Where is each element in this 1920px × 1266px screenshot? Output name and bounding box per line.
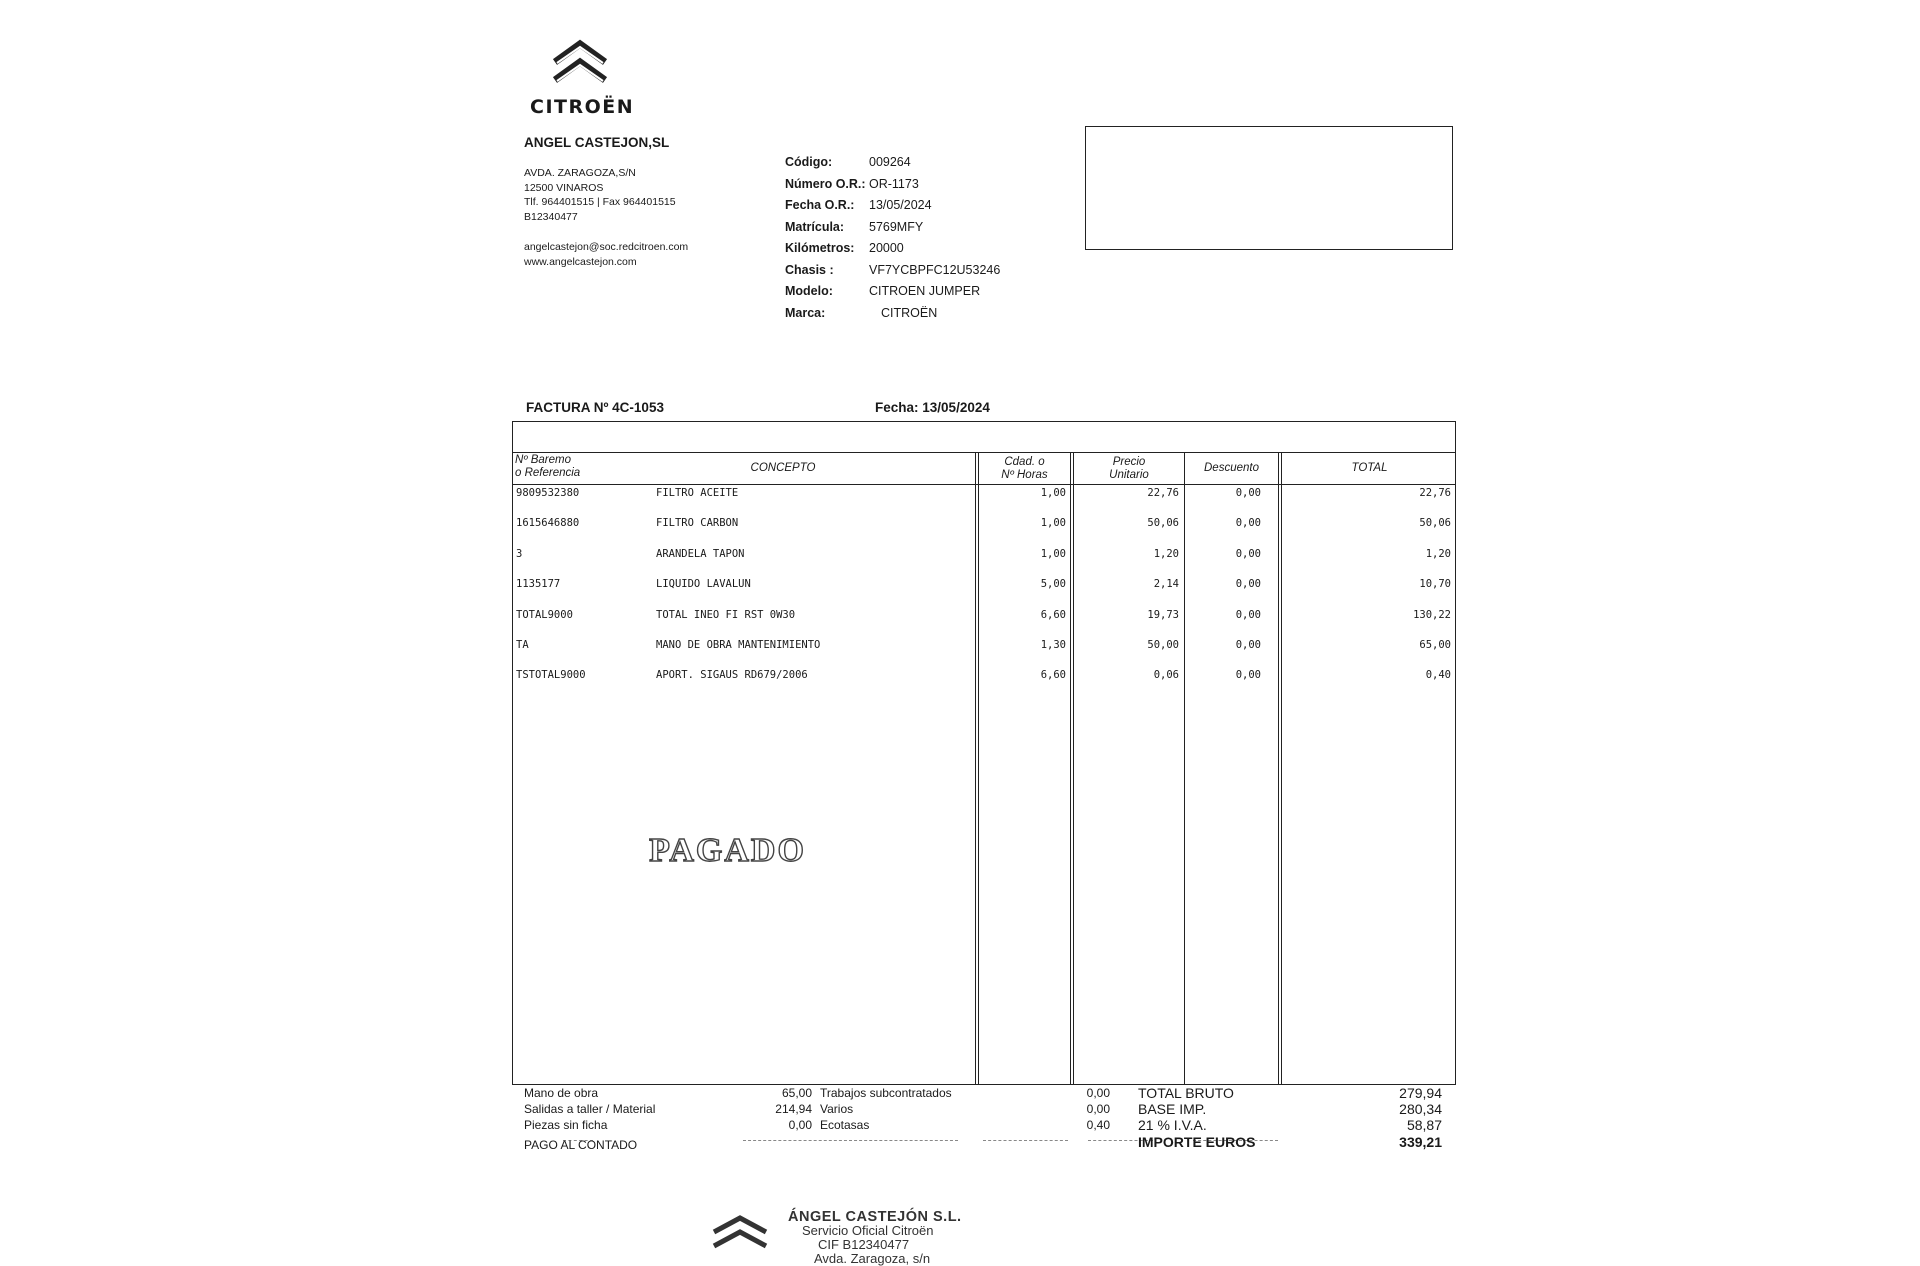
info-label: Número O.R.: (785, 176, 866, 191)
base-imp-label: BASE IMP. (1138, 1101, 1207, 1117)
cell-discount: 0,00 (1235, 547, 1261, 560)
paid-stamp-text: PAGADO (649, 832, 806, 869)
info-row (785, 152, 1000, 174)
cell-concepto: TOTAL INEO FI RST 0W30 (656, 608, 796, 621)
invoice-date-value: 13/05/2024 (922, 400, 990, 415)
importe-label: IMPORTE EUROS (1138, 1134, 1256, 1150)
summary-value: 0,00 (788, 1118, 812, 1132)
cell-ref: TSTOTAL9000 (516, 669, 586, 682)
cell-qty: 6,60 (1040, 608, 1066, 621)
table-row (513, 487, 1457, 505)
cell-ref: 1135177 (516, 578, 561, 591)
invoice-date (875, 400, 990, 415)
iva-label: 21 % I.V.A. (1138, 1117, 1207, 1133)
info-value: VF7YCBPFC12U53246 (869, 262, 1001, 277)
column-divider (975, 452, 976, 1084)
summary-value: 214,94 (775, 1102, 812, 1116)
header-ref-line: Nº Baremo (515, 454, 571, 466)
column-divider (1070, 452, 1071, 1084)
cell-discount: 0,00 (1235, 578, 1261, 591)
info-row (785, 260, 1000, 282)
header-concepto: CONCEPTO (750, 462, 816, 474)
summary-value: 0,00 (1086, 1102, 1110, 1116)
invoice-title: FACTURA Nº 4C-1053 (526, 400, 664, 415)
info-value: 20000 (869, 241, 904, 255)
cell-concepto: MANO DE OBRA MANTENIMIENTO (656, 639, 821, 651)
info-label: Modelo: (785, 284, 833, 298)
table-row (513, 609, 1457, 627)
table-row (513, 517, 1457, 535)
cell-ref: TOTAL9000 (516, 608, 573, 621)
info-row (785, 217, 1000, 239)
base-imp-value: 280,34 (1399, 1101, 1442, 1117)
header-price (1074, 456, 1184, 481)
address-line: B12340477 (524, 210, 578, 223)
header-price-line: Precio (1112, 456, 1146, 468)
column-divider (1281, 452, 1282, 1084)
company-contact (524, 240, 688, 269)
cell-total: 130,22 (1413, 608, 1451, 621)
cell-concepto: FILTRO CARBON (656, 517, 739, 530)
total-bruto-value: 279,94 (1399, 1085, 1442, 1101)
website-text: www.angelcastejon.com (524, 255, 637, 268)
invoice-date-label: Fecha: (875, 400, 919, 415)
footer-logo (700, 1208, 780, 1265)
importe-value: 339,21 (1399, 1134, 1442, 1150)
summary-label: Mano de obra (524, 1086, 599, 1100)
cell-price: 0,06 (1153, 669, 1179, 682)
citroen-chevrons-icon (700, 1208, 780, 1260)
summary-label: Piezas sin ficha (524, 1118, 608, 1132)
cell-ref: 3 (516, 547, 523, 560)
iva-value: 58,87 (1406, 1117, 1442, 1133)
cell-price: 2,14 (1153, 578, 1179, 591)
email-text: angelcastejon@soc.redcitroen.com (524, 241, 689, 253)
address-line: Tlf. 964401515 | Fax 964401515 (524, 196, 676, 208)
cell-price: 50,00 (1147, 639, 1179, 651)
header-price-line: Unitario (1109, 468, 1149, 481)
footer-company: ÁNGEL CASTEJÓN S.L. (788, 1209, 962, 1225)
items-table (512, 421, 1456, 1085)
column-divider (978, 452, 979, 1084)
company-address (524, 166, 676, 224)
summary-label: Salidas a taller / Material (524, 1102, 656, 1116)
cell-price: 22,76 (1147, 487, 1179, 499)
paid-stamp (640, 830, 815, 872)
cell-concepto: FILTRO ACEITE (656, 487, 739, 499)
summary-value: 65,00 (781, 1086, 812, 1100)
cell-price: 19,73 (1147, 608, 1179, 621)
table-row (513, 669, 1457, 687)
summary-label: Varios (820, 1102, 854, 1116)
header-qty-line: Nº Horas (1001, 468, 1048, 481)
cell-total: 22,76 (1419, 487, 1451, 499)
header-discount: Descuento (1204, 462, 1259, 474)
company-name: ANGEL CASTEJON,SL (524, 135, 670, 150)
header-ref (515, 454, 580, 479)
total-bruto-label: TOTAL BRUTO (1138, 1085, 1234, 1101)
table-header-top-line (513, 452, 1455, 453)
cell-total: 50,06 (1419, 517, 1451, 530)
header-qty (979, 456, 1070, 481)
summary-value: 0,00 (1086, 1086, 1110, 1100)
cell-qty: 1,00 (1040, 517, 1066, 530)
info-value: 13/05/2024 (869, 198, 932, 212)
footer-line: Avda. Zaragoza, s/n (814, 1251, 931, 1266)
info-value: 009264 (869, 155, 911, 169)
cell-price: 1,20 (1153, 547, 1179, 560)
info-value: OR-1173 (869, 176, 919, 191)
info-row (785, 174, 1000, 196)
cell-discount: 0,00 (1235, 608, 1261, 621)
table-row (513, 639, 1457, 657)
info-row (785, 195, 1000, 217)
summary-label: Trabajos subcontratados (820, 1086, 952, 1100)
header-total: TOTAL (1351, 462, 1388, 474)
cell-total: 10,70 (1419, 578, 1451, 591)
table-row (513, 548, 1457, 566)
cell-total: 65,00 (1419, 639, 1451, 651)
address-line: AVDA. ZARAGOZA,S/N (524, 167, 636, 179)
cell-concepto: LIQUIDO LAVALUN (656, 578, 751, 591)
cell-discount: 0,00 (1235, 669, 1261, 682)
column-divider (1073, 452, 1074, 1084)
table-row (513, 578, 1457, 596)
cell-qty: 6,60 (1040, 669, 1066, 682)
vehicle-info (785, 152, 1000, 324)
footer-line: CIF B12340477 (818, 1237, 910, 1252)
info-row (785, 303, 1000, 325)
summary-label: Ecotasas (820, 1118, 870, 1132)
info-label: Matrícula: (785, 219, 845, 234)
cell-discount: 0,00 (1235, 639, 1261, 651)
cell-qty: 5,00 (1040, 578, 1066, 591)
footer-line: Servicio Oficial Citroën (802, 1223, 934, 1238)
cell-concepto: ARANDELA TAPON (656, 547, 745, 560)
scan-mark (743, 1140, 958, 1141)
info-value: 5769MFY (869, 219, 924, 234)
column-divider (1278, 452, 1279, 1084)
footer-stamp-text (788, 1210, 962, 1266)
citroen-logo (520, 30, 660, 105)
info-label: Código: (785, 155, 833, 169)
info-label: Chasis : (785, 262, 834, 277)
info-row (785, 238, 1000, 260)
info-label: Fecha O.R.: (785, 198, 855, 212)
cell-qty: 1,30 (1040, 639, 1066, 651)
summary-value: 0,40 (1086, 1118, 1110, 1132)
address-line: 12500 VINAROS (524, 181, 604, 194)
cell-qty: 1,00 (1040, 547, 1066, 560)
cell-discount: 0,00 (1235, 517, 1261, 530)
info-label: Marca: (785, 305, 826, 320)
header-ref-line: o Referencia (515, 466, 581, 479)
info-value: CITROËN (881, 305, 938, 320)
citroen-chevrons-icon (520, 30, 640, 100)
recipient-address-box (1085, 126, 1453, 250)
cell-ref: TA (516, 639, 529, 651)
table-header-bottom-line (513, 484, 1455, 485)
info-row (785, 281, 1000, 303)
payment-method: PAGO AL CONTADO (524, 1138, 638, 1152)
info-value: CITROEN JUMPER (869, 284, 981, 298)
header-qty-line: Cdad. o (1004, 456, 1045, 468)
cell-discount: 0,00 (1235, 487, 1261, 499)
scan-mark (983, 1140, 1068, 1141)
cell-ref: 9809532380 (516, 487, 580, 499)
cell-total: 0,40 (1425, 669, 1451, 682)
cell-qty: 1,00 (1040, 487, 1066, 499)
column-divider (1184, 452, 1185, 1084)
info-label: Kilómetros: (785, 241, 855, 255)
cell-concepto: APORT. SIGAUS RD679/2006 (656, 669, 808, 682)
cell-total: 1,20 (1425, 547, 1451, 560)
brand-wordmark: CITROËN (530, 96, 635, 118)
cell-price: 50,06 (1147, 517, 1179, 530)
cell-ref: 1615646880 (516, 517, 580, 530)
